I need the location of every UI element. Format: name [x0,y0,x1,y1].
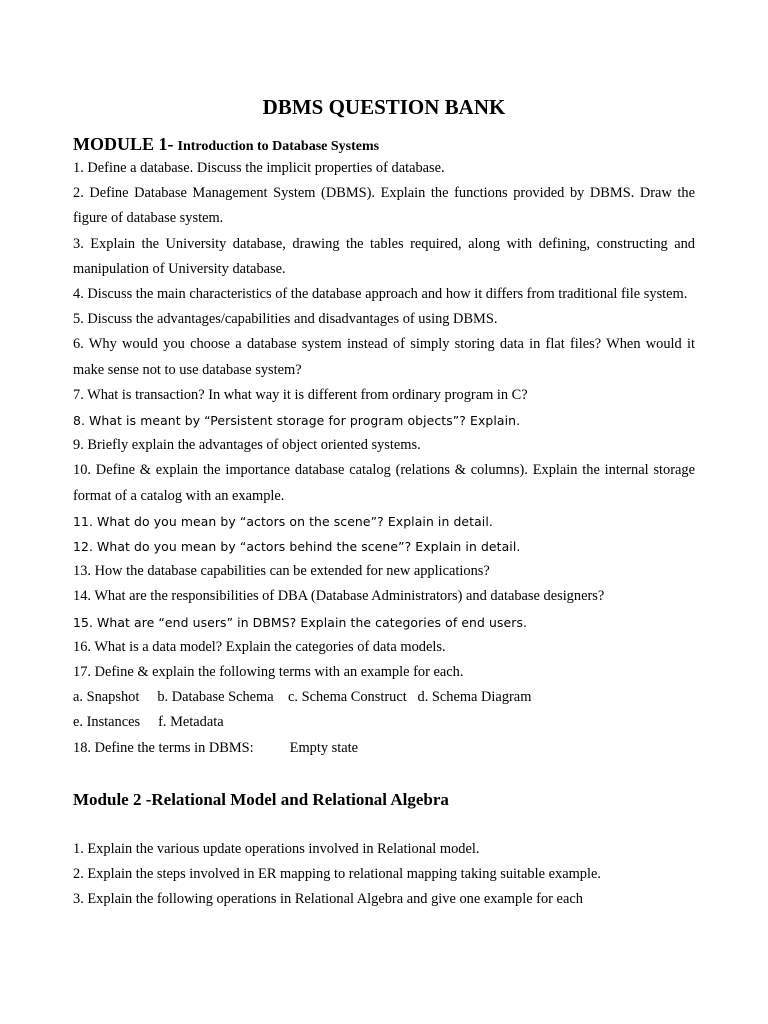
question-1-15: 15. What are “end users” in DBMS? Explain the categories of end users. [73,614,528,630]
question-1-10: 10. Define & explain the importance database catalog (relations & columns). Explain the internal storage format of a catalog with an example. [73,462,695,504]
module-1-heading [73,132,695,156]
question-1-5: 5. Discuss the advantages/capabilities and disadvantages of using DBMS. [73,311,498,328]
question-1-13: 13. How the database capabilities can be extended for new applications? [73,563,490,580]
module-1-label: MODULE 1- [73,134,174,154]
question-2-2: 2. Explain the steps involved in ER mapping to relational mapping taking suitable example. [73,866,601,883]
question-1-12: 12. What do you mean by “actors behind the scene”? Explain in detail. [73,539,521,555]
question-1-16: 16. What is a data model? Explain the categories of data models. [73,638,446,655]
question-1-17: 17. Define & explain the following terms with an example for each. [73,664,464,681]
question-1-14: 14. What are the responsibilities of DBA (Database Administrators) and database designers? [73,588,605,605]
module-2-heading: Module 2 -Relational Model and Relational Algebra [73,789,449,809]
question-1-18-label: 18. Define the terms in DBMS: [73,739,254,756]
question-1-8: 8. What is meant by “Persistent storage for program objects”? Explain. [73,413,521,429]
question-1-1: 1. Define a database. Discuss the implicit properties of database. [73,160,445,176]
question-2-1: 1. Explain the various update operations involved in Relational model. [73,840,480,857]
question-1-11: 11. What do you mean by “actors on the scene”? Explain in detail. [73,513,493,529]
question-1-18-term: Empty state [289,739,359,756]
question-1-9: 9. Briefly explain the advantages of object oriented systems. [73,437,421,454]
question-1-4: 4. Discuss the main characteristics of the database approach and how it differs from traditional file system. [73,286,688,303]
question-2-3: 3. Explain the following operations in Relational Algebra and give one example for each [73,891,583,908]
module-1-subtitle: Introduction to Database Systems [177,139,380,154]
question-1-18 [73,736,695,761]
document-page [73,94,695,912]
question-1-6: 6. Why would you choose a database system instead of simply storing data in flat files? When would it make sense not to use database system? [73,336,695,378]
question-1-7: 7. What is transaction? In what way it is different from ordinary program in C? [73,386,528,403]
question-1-17-options-line-1: a. Snapshot b. Database Schema c. Schema Construct d. Schema Diagram [73,689,532,706]
question-1-3: 3. Explain the University database, drawing the tables required, along with defining, constructing and manipulation of University database. [73,235,695,277]
question-1-17-options-line-2: e. Instances f. Metadata [73,714,224,731]
question-1-2: 2. Define Database Management System (DBMS). Explain the functions provided by DBMS. Draw the figure of database system. [73,185,695,227]
page-title: DBMS QUESTION BANK [262,95,506,119]
